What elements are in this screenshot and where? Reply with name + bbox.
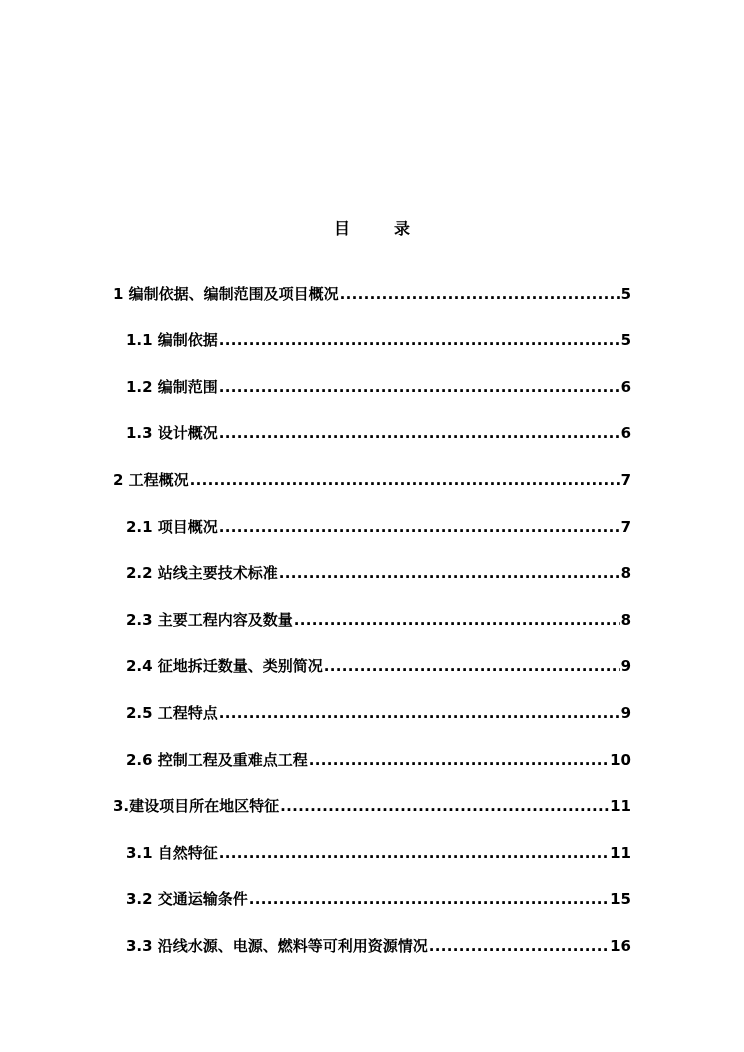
toc-leader-dots [324, 657, 620, 675]
toc-entry-label: 3.2 交通运输条件 [126, 890, 248, 909]
toc-leader-dots [429, 937, 609, 955]
toc-leader-dots [219, 378, 620, 396]
toc-entry-page: 8 [620, 610, 631, 629]
toc-leader-dots [279, 564, 620, 582]
toc-entry-2-4[interactable] [113, 629, 631, 676]
toc-leader-dots [249, 890, 609, 908]
toc-entry-page: 5 [620, 284, 631, 303]
toc-entry-2-6[interactable] [113, 722, 631, 769]
toc-entry-3[interactable] [113, 769, 631, 816]
toc-entry-label: 1 编制依据、编制范围及项目概况 [113, 284, 339, 303]
toc-entry-page: 10 [610, 750, 631, 769]
toc-leader-dots [340, 285, 620, 303]
toc-entry-1-2[interactable] [113, 349, 631, 396]
toc-entry-page: 11 [610, 797, 631, 816]
toc-entry-page: 5 [620, 331, 631, 350]
toc-leader-dots [309, 751, 609, 769]
toc-entry-2-5[interactable] [113, 675, 631, 722]
toc-entry-page: 11 [610, 843, 631, 862]
toc-entry-label: 2.6 控制工程及重难点工程 [126, 750, 308, 769]
toc-leader-dots [280, 797, 609, 815]
toc-entry-page: 9 [620, 703, 631, 722]
toc-entry-label: 2.2 站线主要技术标准 [126, 564, 278, 583]
toc-leader-dots [219, 844, 609, 862]
toc-entry-page: 15 [610, 890, 631, 909]
toc-entry-page: 9 [620, 657, 631, 676]
toc-entry-label: 2.4 征地拆迁数量、类别简况 [126, 657, 323, 676]
toc-entry-label: 1.1 编制依据 [126, 331, 218, 350]
toc-entry-3-2[interactable] [113, 862, 631, 909]
toc-entry-label: 1.2 编制范围 [126, 377, 218, 396]
toc-entry-2[interactable] [113, 442, 631, 489]
toc-entry-label: 3.1 自然特征 [126, 843, 218, 862]
toc-entry-1[interactable] [113, 256, 631, 303]
toc-leader-dots [219, 331, 620, 349]
toc-entry-label: 2.3 主要工程内容及数量 [126, 610, 293, 629]
toc-entry-1-1[interactable] [113, 303, 631, 350]
toc-entry-3-3[interactable] [113, 908, 631, 955]
toc-entry-label: 2.5 工程特点 [126, 703, 218, 722]
toc-leader-dots [190, 471, 620, 489]
toc-list [113, 256, 631, 955]
toc-entry-3-1[interactable] [113, 815, 631, 862]
toc-entry-page: 16 [610, 936, 631, 955]
toc-entry-page: 6 [620, 424, 631, 443]
toc-entry-label: 1.3 设计概况 [126, 424, 218, 443]
toc-entry-label: 3.建设项目所在地区特征 [113, 797, 280, 816]
toc-entry-page: 7 [620, 517, 631, 536]
toc-leader-dots [219, 704, 620, 722]
toc-entry-2-1[interactable] [113, 489, 631, 536]
toc-entry-label: 2.1 项目概况 [126, 517, 218, 536]
toc-entry-page: 7 [620, 470, 631, 489]
toc-entry-1-3[interactable] [113, 396, 631, 443]
toc-leader-dots [294, 611, 620, 629]
toc-entry-label: 3.3 沿线水源、电源、燃料等可利用资源情况 [126, 936, 428, 955]
toc-title [0, 216, 744, 239]
toc-entry-2-2[interactable] [113, 536, 631, 583]
toc-entry-label: 2 工程概况 [113, 470, 189, 489]
toc-title-left: 目 [333, 219, 350, 238]
toc-entry-2-3[interactable] [113, 582, 631, 629]
toc-leader-dots [219, 518, 620, 536]
toc-leader-dots [219, 424, 620, 442]
toc-entry-page: 8 [620, 564, 631, 583]
toc-title-right: 录 [394, 219, 411, 238]
toc-entry-page: 6 [620, 377, 631, 396]
